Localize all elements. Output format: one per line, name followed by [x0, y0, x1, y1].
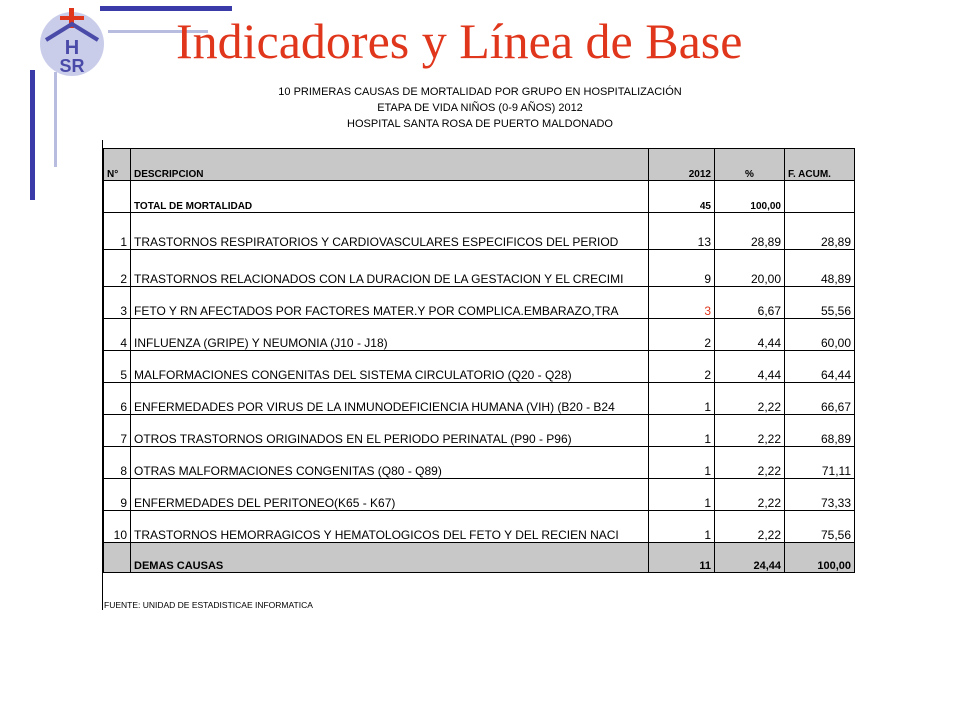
total-acum-cell	[785, 181, 855, 213]
table-row	[104, 383, 855, 415]
row-acum: 64,44	[785, 351, 855, 383]
row-pct: 6,67	[715, 287, 785, 319]
col-header-acum: F. ACUM.	[785, 149, 855, 181]
col-header-n: N°	[104, 149, 131, 181]
row-description: OTRAS MALFORMACIONES CONGENITAS (Q80 - Q89)	[131, 447, 649, 479]
row-count: 9	[649, 250, 715, 287]
row-pct: 4,44	[715, 351, 785, 383]
row-count: 1	[649, 415, 715, 447]
demas-count: 11	[649, 543, 715, 573]
decorative-bar-top	[100, 6, 232, 11]
source-note: FUENTE: UNIDAD DE ESTADISTICAE INFORMATICA	[104, 600, 313, 610]
col-header-descripcion: DESCRIPCION	[131, 149, 649, 181]
table-row	[104, 479, 855, 511]
row-number: 1	[104, 213, 131, 250]
table-row	[104, 447, 855, 479]
total-label: TOTAL DE MORTALIDAD	[131, 181, 649, 213]
table-row	[104, 351, 855, 383]
row-acum: 71,11	[785, 447, 855, 479]
row-count: 1	[649, 479, 715, 511]
row-pct: 4,44	[715, 319, 785, 351]
row-number: 5	[104, 351, 131, 383]
logo-letters-bottom: SR	[59, 56, 85, 76]
row-description: INFLUENZA (GRIPE) Y NEUMONIA (J10 - J18)	[131, 319, 649, 351]
row-pct: 28,89	[715, 213, 785, 250]
row-count: 1	[649, 511, 715, 543]
total-row	[104, 181, 855, 213]
row-description: MALFORMACIONES CONGENITAS DEL SISTEMA CIRCULATORIO (Q20 - Q28)	[131, 351, 649, 383]
table-row	[104, 415, 855, 447]
total-count: 45	[649, 181, 715, 213]
report-title-line2: ETAPA DE VIDA NIÑOS (0-9 AÑOS) 2012	[377, 102, 583, 114]
row-description: TRASTORNOS RESPIRATORIOS Y CARDIOVASCULARES ESPECIFICOS DEL PERIOD	[131, 213, 649, 250]
row-number: 6	[104, 383, 131, 415]
row-pct: 2,22	[715, 511, 785, 543]
row-acum: 28,89	[785, 213, 855, 250]
table-row	[104, 511, 855, 543]
row-acum: 60,00	[785, 319, 855, 351]
row-description: OTROS TRASTORNOS ORIGINADOS EN EL PERIODO PERINATAL (P90 - P96)	[131, 415, 649, 447]
mortality-table	[103, 148, 855, 573]
row-description: ENFERMEDADES POR VIRUS DE LA INMUNODEFICIENCIA HUMANA (VIH) (B20 - B24	[131, 383, 649, 415]
demas-n-cell	[104, 543, 131, 573]
row-pct: 20,00	[715, 250, 785, 287]
table-row	[104, 250, 855, 287]
table-row	[104, 213, 855, 250]
row-description: ENFERMEDADES DEL PERITONEO(K65 - K67)	[131, 479, 649, 511]
table-row	[104, 319, 855, 351]
row-number: 2	[104, 250, 131, 287]
slide-title: Indicadores y Línea de Base	[176, 13, 743, 69]
row-number: 7	[104, 415, 131, 447]
col-header-pct: %	[715, 149, 785, 181]
row-count: 1	[649, 383, 715, 415]
row-count: 1	[649, 447, 715, 479]
row-number: 9	[104, 479, 131, 511]
row-number: 10	[104, 511, 131, 543]
row-number: 3	[104, 287, 131, 319]
row-description: TRASTORNOS HEMORRAGICOS Y HEMATOLOGICOS DEL FETO Y DEL RECIEN NACI	[131, 511, 649, 543]
row-pct: 2,22	[715, 415, 785, 447]
table-row	[104, 287, 855, 319]
demas-causas-row	[104, 543, 855, 573]
row-description: TRASTORNOS RELACIONADOS CON LA DURACION DE LA GESTACION Y EL CRECIMI	[131, 250, 649, 287]
demas-pct: 24,44	[715, 543, 785, 573]
demas-acum: 100,00	[785, 543, 855, 573]
row-pct: 2,22	[715, 479, 785, 511]
report-title-line1: 10 PRIMERAS CAUSAS DE MORTALIDAD POR GRUPO EN HOSPITALIZACIÓN	[278, 86, 682, 98]
row-acum: 73,33	[785, 479, 855, 511]
row-acum: 66,67	[785, 383, 855, 415]
total-pct: 100,00	[715, 181, 785, 213]
row-pct: 2,22	[715, 447, 785, 479]
row-pct: 2,22	[715, 383, 785, 415]
row-acum: 48,89	[785, 250, 855, 287]
logo-letters-top: H	[64, 37, 80, 59]
table-header-row	[104, 149, 855, 181]
hospital-logo	[36, 6, 108, 78]
row-acum: 75,56	[785, 511, 855, 543]
row-count: 3	[649, 287, 715, 319]
row-description: FETO Y RN AFECTADOS POR FACTORES MATER.Y POR COMPLICA.EMBARAZO,TRA	[131, 287, 649, 319]
row-count: 13	[649, 213, 715, 250]
row-count: 2	[649, 351, 715, 383]
decorative-bar-left	[30, 70, 35, 200]
report-title-line3: HOSPITAL SANTA ROSA DE PUERTO MALDONADO	[347, 118, 613, 130]
row-acum: 68,89	[785, 415, 855, 447]
row-acum: 55,56	[785, 287, 855, 319]
total-n-cell	[104, 181, 131, 213]
row-count: 2	[649, 319, 715, 351]
demas-label: DEMAS CAUSAS	[131, 543, 649, 573]
row-number: 8	[104, 447, 131, 479]
row-number: 4	[104, 319, 131, 351]
decorative-bar-left-light	[54, 72, 57, 167]
col-header-year: 2012	[649, 149, 715, 181]
